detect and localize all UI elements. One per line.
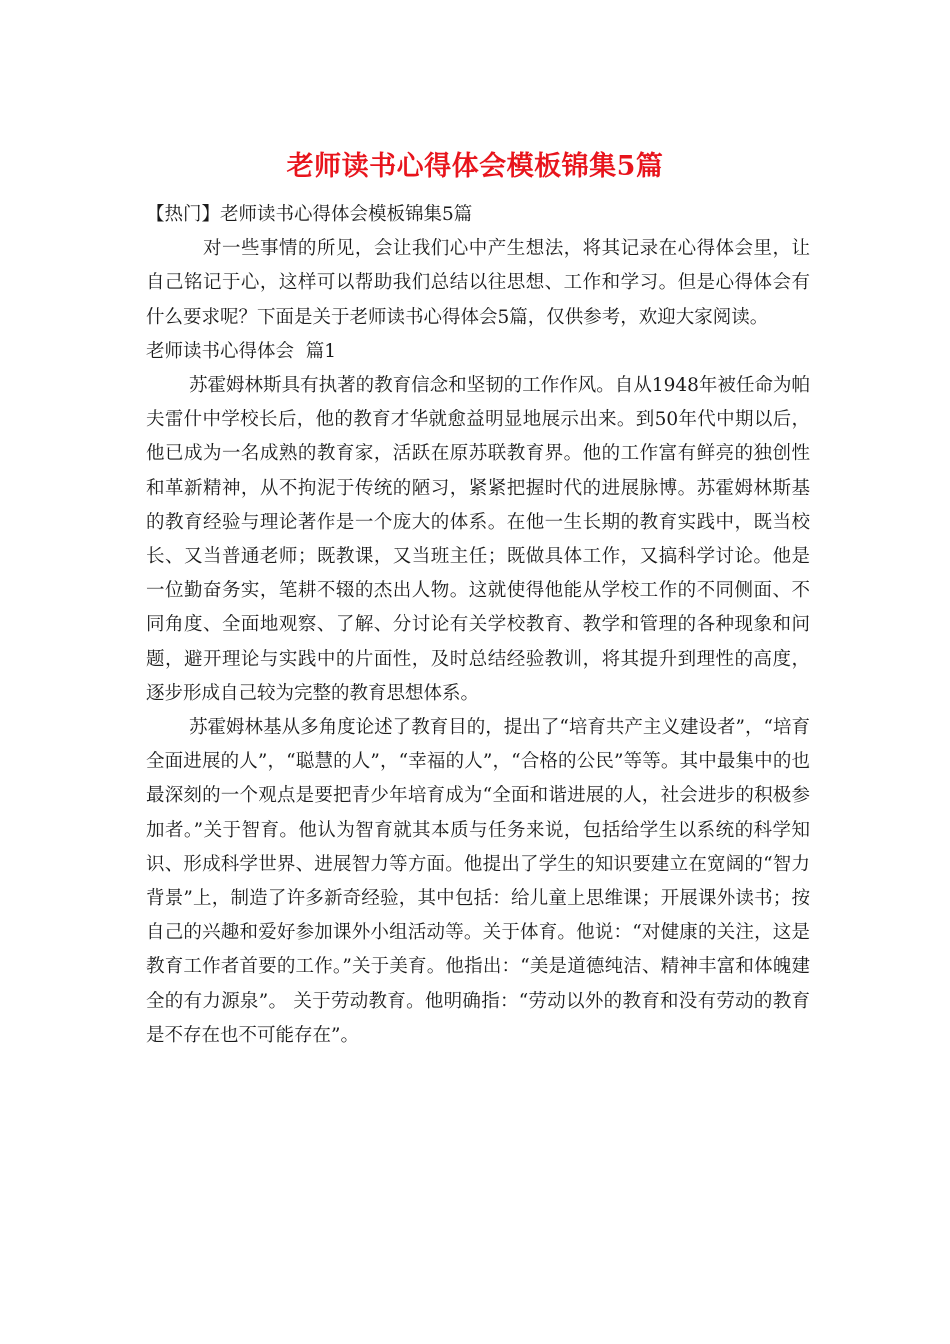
body-paragraph-1: 苏霍姆林斯具有执著的教育信念和坚韧的工作作风。自从1948年被任命为帕夫雷什中学校长后，他的教育才华就愈益明显地展示出来。到50年代中期以后，他已成为一名成熟的教育家，活跃在原苏联教育界。他的工作富有鲜亮的独创性和革新精神，从不拘泥于传统的陋习，紧紧把握时代的进展脉博。苏霍姆林斯基的教育经验与理论著作是一个庞大的体系。在他一生长期的教育实践中，既当校长、又当普通老师；既教课，又当班主任；既做具体工作，又搞科学讨论。他是一位勤奋务实，笔耕不辍的杰出人物。这就使得他能从学校工作的不同侧面、不同角度、全面地观察、了解、分讨论有关学校教育、教学和管理的各种现象和问题，避开理论与实践中的片面性，及时总结经验教训，将其提升到理性的高度，逐步形成自己较为完整的教育思想体系。 [146, 375, 810, 704]
section-heading: 老师读书心得体会 篇1 [146, 340, 337, 362]
intro-paragraph: 对一些事情的所见，会让我们心中产生想法，将其记录在心得体会里，让自己铭记于心，这样可以帮助我们总结以往思想、工作和学习。但是心得体会有什么要求呢？下面是关于老师读书心得体会5篇，仅供参考，欢迎大家阅读。 [146, 238, 810, 328]
document-subtitle: 【热门】老师读书心得体会模板锦集5篇 [146, 204, 473, 225]
document-title: 老师读书心得体会模板锦集5篇 [286, 151, 664, 182]
document-body [146, 198, 810, 1053]
body-paragraph-2: 苏霍姆林基从多角度论述了教育目的，提出了“培育共产主义建设者”，“培育全面进展的人”，“聪慧的人”，“幸福的人”，“合格的公民”等等。其中最集中的也最深刻的一个观点是要把青少年培育成为“全面和谐进展的人，社会进步的积极参加者。”关于智育。他认为智育就其本质与任务来说，包括给学生以系统的科学知识、形成科学世界、进展智力等方面。他提出了学生的知识要建立在宽阔的“智力背景”上，制造了许多新奇经验，其中包括：给儿童上思维课；开展课外读书；按自己的兴趣和爱好参加课外小组活动等。关于体育。他说：“对健康的关注，这是教育工作者首要的工作。”关于美育。他指出：“美是道德纯洁、精神丰富和体魄建全的有力源泉”。 关于劳动教育。他明确指：“劳动以外的教育和没有劳动的教育是不存在也不可能存在”。 [146, 717, 810, 1046]
